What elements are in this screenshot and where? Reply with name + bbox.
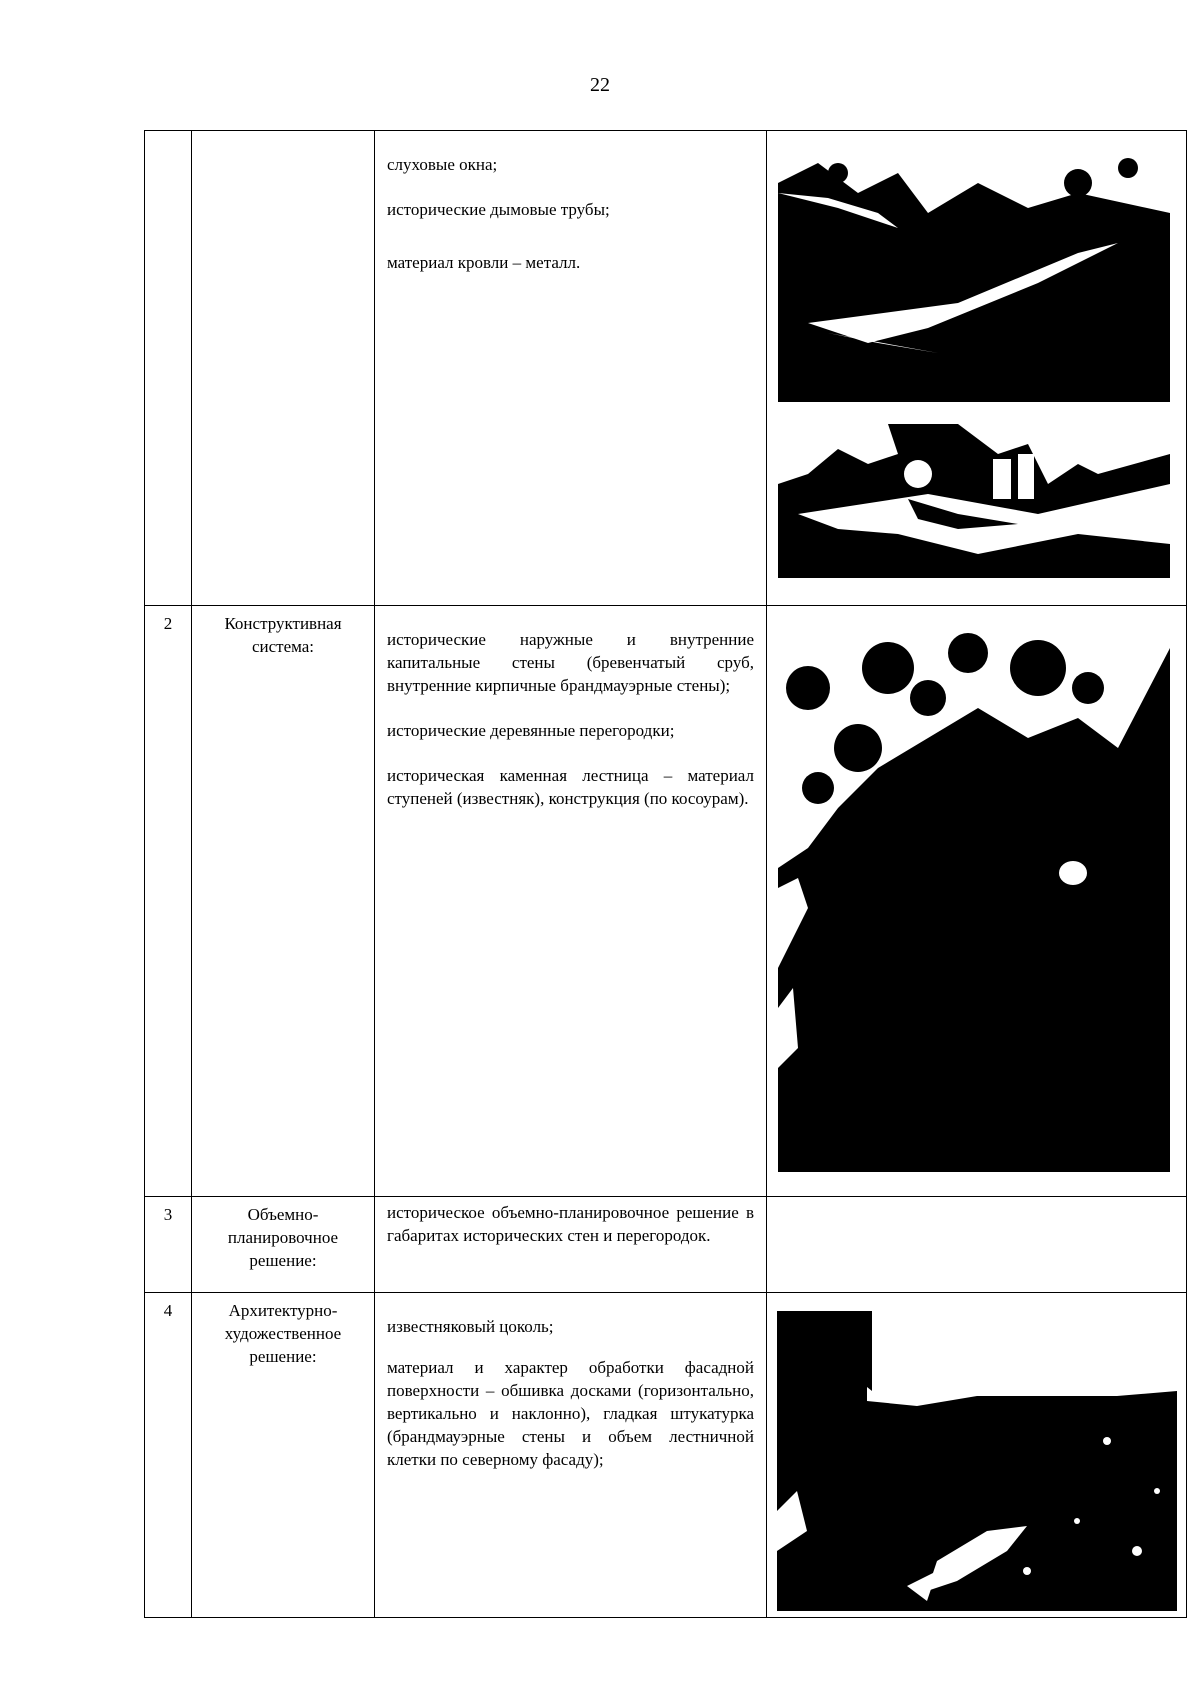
limestone-plinth-photo bbox=[777, 1311, 1177, 1611]
list-item: историческое объемно-планировочное решение в габаритах исторических стен и перегородок. bbox=[387, 1203, 754, 1245]
row-photos bbox=[767, 1293, 1187, 1618]
table-row bbox=[145, 1293, 1187, 1618]
list-item: исторические деревянные перегородки; bbox=[387, 721, 675, 740]
row-photos bbox=[767, 131, 1187, 606]
table-row bbox=[145, 1197, 1187, 1293]
row-photos bbox=[767, 606, 1187, 1197]
house-under-trees-photo bbox=[778, 628, 1170, 1172]
row-items bbox=[375, 131, 767, 606]
list-item: известняковый цоколь; bbox=[387, 1317, 554, 1336]
list-item: материал и характер обработки фасадной поверхности – обшивка досками (горизонтально, вертикально и наклонно), гладкая штукатурка (брандмауэрные стены и объем лестничной клетки по северному фасаду); bbox=[387, 1358, 754, 1469]
row-photos bbox=[767, 1197, 1187, 1293]
roof-chimneys-photo-2 bbox=[778, 424, 1170, 578]
row-number: 4 bbox=[145, 1293, 192, 1618]
protected-features-table bbox=[144, 130, 1187, 1618]
roof-chimneys-photo bbox=[778, 153, 1170, 402]
list-item: материал кровли – металл. bbox=[387, 253, 581, 272]
row-number: 3 bbox=[145, 1197, 192, 1293]
page-number: 22 bbox=[590, 74, 610, 96]
row-number bbox=[145, 131, 192, 606]
row-name: Объемно-планировочное решение: bbox=[192, 1197, 375, 1293]
row-items bbox=[375, 1197, 767, 1293]
list-item: историческая каменная лестница – материал ступеней (известняк), конструкция (по косоурам). bbox=[387, 766, 754, 808]
list-item: слуховые окна; bbox=[387, 155, 498, 174]
row-name: Архитектурно-художественное решение: bbox=[192, 1293, 375, 1618]
row-items bbox=[375, 1293, 767, 1618]
row-items bbox=[375, 606, 767, 1197]
row-name: Конструктивная система: bbox=[192, 606, 375, 1197]
table-row bbox=[145, 131, 1187, 606]
row-name bbox=[192, 131, 375, 606]
list-item: исторические наружные и внутренние капитальные стены (бревенчатый сруб, внутренние кирпичные брандмауэрные стены); bbox=[387, 630, 754, 695]
row-number: 2 bbox=[145, 606, 192, 1197]
list-item: исторические дымовые трубы; bbox=[387, 200, 610, 219]
table-row bbox=[145, 606, 1187, 1197]
